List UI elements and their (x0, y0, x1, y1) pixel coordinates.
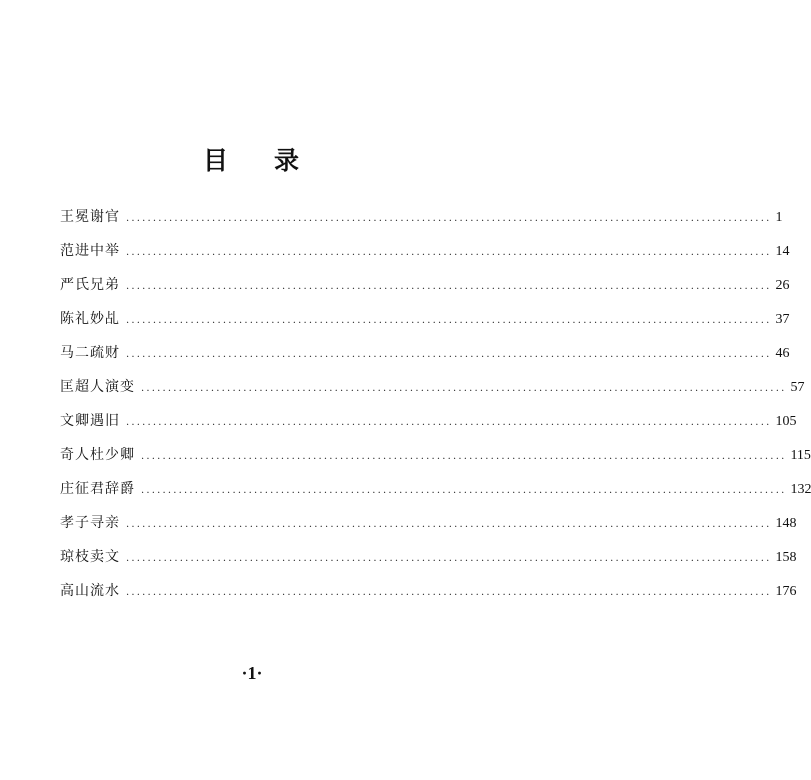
toc-entry-title: 庄征君辞爵 (60, 481, 135, 497)
toc-entry[interactable] (60, 441, 811, 475)
toc-entry-title: 匡超人演变 (60, 379, 135, 395)
toc-entry[interactable] (60, 475, 811, 509)
toc-entry[interactable] (60, 407, 797, 441)
toc-entry-page: 46 (775, 346, 790, 361)
toc-entry-title: 陈礼妙乩 (60, 311, 120, 327)
toc-entry-title: 琼枝卖文 (60, 549, 120, 565)
toc-entry-page: 158 (775, 550, 797, 565)
dot-leader: ........................................................................................................................ (126, 587, 772, 598)
toc-entry-page: 26 (775, 278, 790, 293)
toc-entry[interactable] (60, 577, 797, 611)
toc-entry-page: 57 (790, 380, 805, 395)
toc-entry-title: 文卿遇旧 (60, 413, 120, 429)
toc-entry[interactable] (60, 543, 797, 577)
dot-leader: ........................................................................................................................ (126, 281, 772, 292)
toc-entry-title: 严氏兄弟 (60, 277, 120, 293)
dot-leader: ........................................................................................................................ (126, 213, 772, 224)
page-title (0, 146, 504, 176)
dot-leader: ........................................................................................................................ (126, 315, 772, 326)
toc-entry[interactable] (60, 509, 797, 543)
toc-entry-title: 王冕谢官 (60, 209, 120, 225)
page-title-part1: 目 (202, 146, 230, 175)
toc-entry-page: 14 (775, 244, 790, 259)
toc-entry-title: 范进中举 (60, 243, 120, 259)
toc-entry[interactable] (60, 373, 805, 407)
toc-entry-page: 148 (775, 516, 797, 531)
toc-entry-page: 132 (790, 482, 811, 497)
dot-leader: ........................................................................................................................ (141, 383, 787, 394)
toc-entry-title: 马二疏财 (60, 345, 120, 361)
toc-entry-title: 奇人杜少卿 (60, 447, 135, 463)
dot-leader: ........................................................................................................................ (141, 451, 787, 462)
toc-entry-page: 1 (775, 210, 783, 225)
toc-entry[interactable] (60, 339, 790, 373)
dot-leader: ........................................................................................................................ (126, 247, 772, 258)
toc-entry-page: 105 (775, 414, 797, 429)
toc-entry-page: 176 (775, 584, 797, 599)
page-number: ·1· (241, 663, 263, 683)
toc-entry[interactable] (60, 203, 783, 237)
toc-entry[interactable] (60, 271, 790, 305)
page-title-part2: 录 (274, 146, 302, 175)
dot-leader: ........................................................................................................................ (126, 417, 772, 428)
toc-entry[interactable] (60, 305, 790, 339)
dot-leader: ........................................................................................................................ (126, 519, 772, 530)
table-of-contents (60, 203, 811, 611)
dot-leader: ........................................................................................................................ (126, 349, 772, 360)
dot-leader: ........................................................................................................................ (141, 485, 787, 496)
dot-leader: ........................................................................................................................ (126, 553, 772, 564)
toc-entry[interactable] (60, 237, 790, 271)
toc-entry-page: 37 (775, 312, 790, 327)
toc-entry-title: 孝子寻亲 (60, 515, 120, 531)
toc-entry-title: 高山流水 (60, 583, 120, 599)
toc-entry-page: 115 (790, 448, 811, 463)
